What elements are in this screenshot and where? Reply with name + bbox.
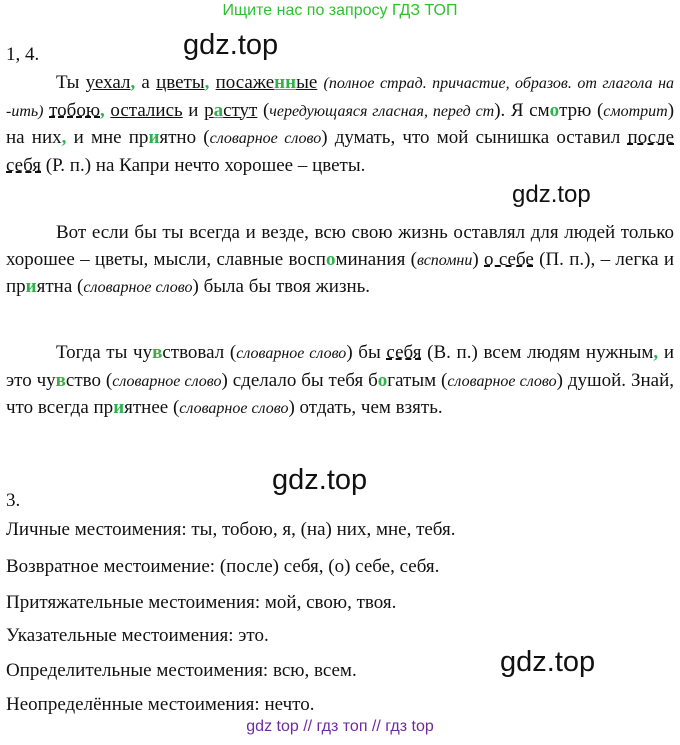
- footer-links[interactable]: gdz top // гдз топ // гдз top: [246, 718, 434, 735]
- watermark: gdz.top: [272, 464, 368, 496]
- task-number: 1, 4.: [6, 44, 40, 65]
- list-item: Определительные местоимения: всю, всем.: [6, 660, 357, 681]
- watermark: gdz.top: [500, 646, 596, 678]
- list-item: Личные местоимения: ты, тобою, я, (на) них, мне, тебя.: [6, 519, 456, 540]
- list-item: Указательные местоимения: это.: [6, 625, 269, 646]
- watermark: gdz.top: [512, 181, 591, 208]
- search-banner[interactable]: Ищите нас по запросу ГДЗ ТОП: [222, 2, 458, 19]
- list-item: Неопределённые местоимения: нечто.: [6, 694, 315, 715]
- watermark: gdz.top: [183, 29, 279, 61]
- list-item: Возвратное местоимение: (после) себя, (о) себе, себя.: [6, 556, 440, 577]
- task-number: 3.: [6, 490, 21, 511]
- paragraph-1: Ты уехал, а цветы, посаженные (полное страд. причастие, образов. от глагола на -ить) тобою, остались и растут (чередующаяся гласная, перед ст). Я смотрю (смотрит) на них, и мне приятно (словарное слово) думать, что мой сынишка оставил после себя (Р. п.) на Капри нечто хорошее – цветы.: [6, 72, 675, 176]
- paragraph-3: Тогда ты чувствовал (словарное слово) бы себя (В. п.) всем людям нужным, и это чувство (словарное слово) сделало бы тебя богатым (словарное слово) душой. Знай, что всегда приятнее (словарное слово) отдать, чем взять.: [6, 342, 675, 418]
- paragraph-2: Вот если бы ты всегда и везде, всю свою жизнь оставлял для людей только хорошее – цветы, мысли, славные воспоминания (вспомни) о себе (П. п.), – легка и приятна (словарное слово) была бы твоя жизнь.: [6, 222, 675, 297]
- list-item: Притяжательные местоимения: мой, свою, твоя.: [6, 592, 397, 613]
